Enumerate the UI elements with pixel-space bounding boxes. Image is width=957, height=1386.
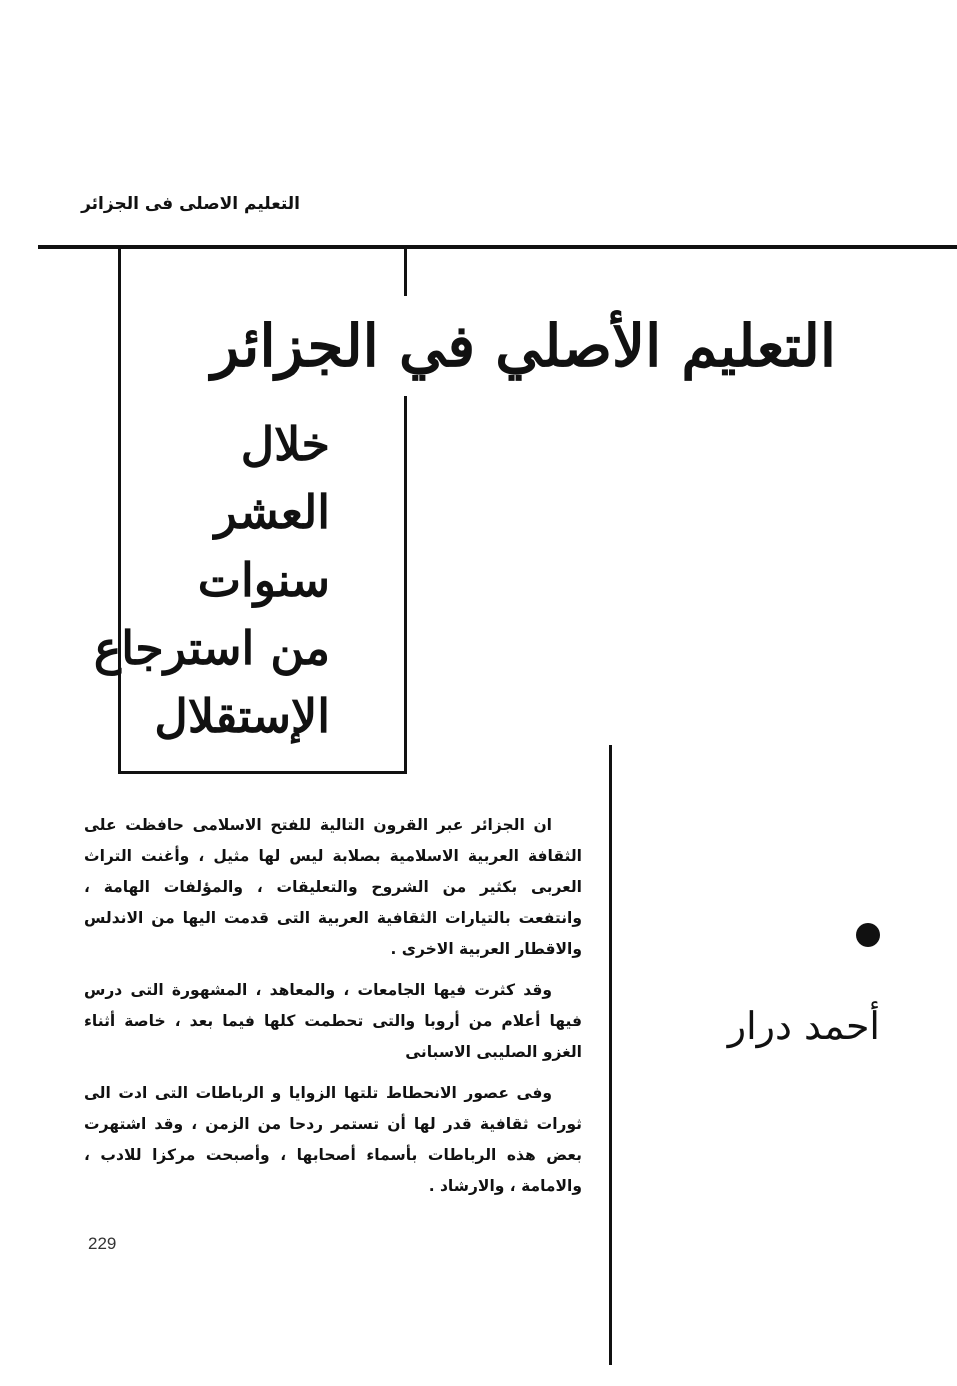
title-box-bottom-border [118,771,407,774]
subtitle-line: سنوات [197,553,330,607]
article-title: التعليم الأصلي في الجزائر [200,296,836,396]
subtitle-line: خلال [240,417,330,471]
article-body [84,810,582,1212]
bullet-icon [856,923,880,947]
body-paragraph: وقد كثرت فيها الجامعات ، والمعاهد ، المشهورة التى درس فيها أعلام من أروبا والتى تحطمت كلها فيما بعد ، خاصة أثناء الغزو الصليبى الاسبانى [84,981,582,1061]
column-divider [609,745,612,1365]
page-number: 229 [88,1234,117,1253]
author-name: أحمد درار [727,1004,880,1048]
top-rule [38,245,957,249]
title-box-left-border [118,249,121,774]
body-paragraph: ان الجزائر عبر القرون التالية للفتح الاسلامى حافظت على الثقافة العربية الاسلامية بصلابة ليس لها مثيل ، وأغنت التراث العربى بكثير من الشروح والتعليقات ، والمؤلفات الهامة ، وانتفعت بالتيارات الثقافية العربية التى قدمت اليها من الاندلس والاقطار العربية الاخرى . [84,816,582,958]
subtitle-line: العشر [214,485,330,539]
article-subtitle [93,410,330,750]
subtitle-line: الإستقلال [154,689,330,743]
running-header: التعليم الاصلى فى الجزائر [81,194,300,214]
body-paragraph: وفى عصور الانحطاط تلتها الزوايا و الرباطات التى ادت الى ثورات ثقافية قدر لها أن تستمر ردحا من الزمن ، وقد اشتهرت بعض هذه الرباطات بأسماء أصحابها ، وأصبحت مركزا للادب ، والامامة ، والارشاد . [84,1084,582,1195]
subtitle-line: من استرجاع [93,621,330,675]
